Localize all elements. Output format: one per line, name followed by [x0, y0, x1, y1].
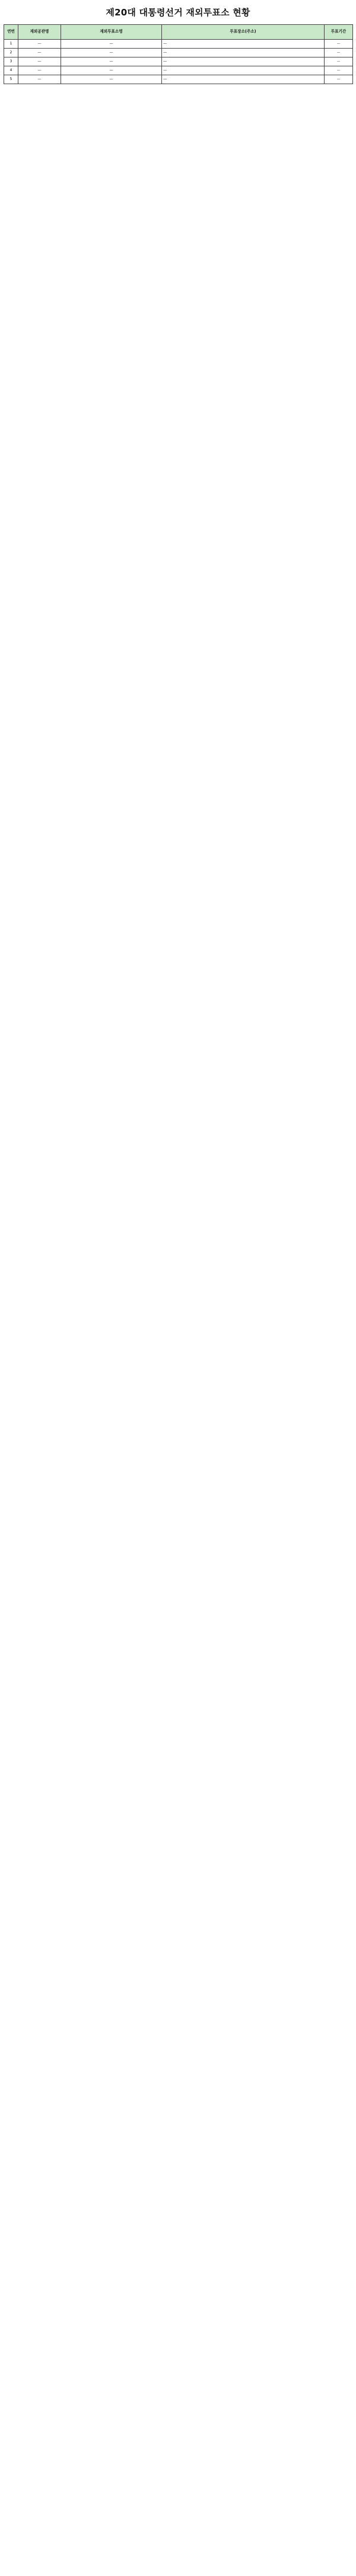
- table-header-row: [4, 25, 353, 40]
- table-row: [4, 57, 353, 66]
- table-body: [4, 40, 353, 84]
- header-station: 재외투표소명: [61, 25, 162, 40]
- header-address: 투표장소(주소): [162, 25, 325, 40]
- table-row: [4, 66, 353, 75]
- row-address: —: [162, 75, 325, 84]
- row-address: —: [162, 49, 325, 57]
- row-number: 1: [4, 40, 18, 49]
- row-mission: —: [18, 40, 61, 49]
- document-title: 제20대 대통령선거 재외투표소 현황: [106, 7, 250, 18]
- row-period: —: [325, 66, 353, 75]
- row-number: 5: [4, 75, 18, 84]
- header-period: 투표기간: [325, 25, 353, 40]
- row-period: —: [325, 40, 353, 49]
- header-number: 연번: [4, 25, 18, 40]
- row-mission: —: [18, 57, 61, 66]
- row-address: —: [162, 57, 325, 66]
- row-station: —: [61, 75, 162, 84]
- row-number: 2: [4, 49, 18, 57]
- row-address: —: [162, 40, 325, 49]
- row-mission: —: [18, 75, 61, 84]
- row-period: —: [325, 75, 353, 84]
- row-period: —: [325, 57, 353, 66]
- table-row: [4, 49, 353, 57]
- row-station: —: [61, 49, 162, 57]
- header-mission: 재외공관명: [18, 25, 61, 40]
- row-number: 4: [4, 66, 18, 75]
- row-mission: —: [18, 66, 61, 75]
- table-row: [4, 75, 353, 84]
- row-station: —: [61, 57, 162, 66]
- row-address: —: [162, 66, 325, 75]
- polling-station-table: [4, 24, 353, 84]
- row-station: —: [61, 40, 162, 49]
- table-row: [4, 40, 353, 49]
- row-period: —: [325, 49, 353, 57]
- row-mission: —: [18, 49, 61, 57]
- row-station: —: [61, 66, 162, 75]
- row-number: 3: [4, 57, 18, 66]
- document-page: [0, 0, 356, 90]
